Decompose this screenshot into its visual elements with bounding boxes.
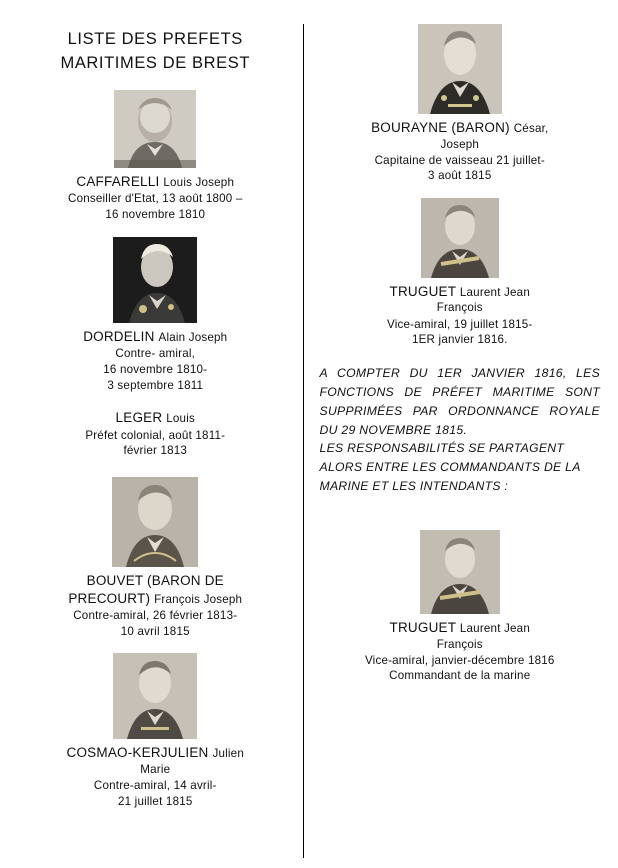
- prefect-surname: CAFFARELLI: [76, 173, 160, 189]
- prefect-entry: [320, 24, 600, 184]
- prefect-name: [320, 119, 600, 152]
- page-title: [18, 28, 293, 76]
- prefect-rank-line: Conseiller d'Etat, 13 août 1800 –: [68, 192, 243, 206]
- prefect-firstname: François Joseph: [154, 592, 243, 606]
- prefect-rank-line: 1ER janvier 1816.: [411, 333, 508, 347]
- prefect-rank-line: Contre-amiral, 26 février 1813-: [73, 609, 238, 623]
- prefect-rank: [320, 153, 600, 184]
- portrait-bourayne: [418, 24, 502, 114]
- prefect-rank-line: 3 août 1815: [428, 169, 492, 183]
- ordinance-note-paragraph-1: A COMPTER DU 1ER JANVIER 1816, LES FONCTIONS DE PRÉFET MARITIME SONT SUPPRIMÉES PAR ORDONNANCE ROYALE DU 29 NOVEMBRE 1815.: [319, 365, 600, 437]
- prefect-name: [320, 283, 600, 316]
- prefect-entry: [320, 530, 600, 684]
- prefect-firstname: César,: [513, 122, 549, 135]
- prefect-rank-line: 10 avril 1815: [120, 624, 190, 638]
- prefect-entry: [18, 653, 293, 809]
- portrait-dordelin: [113, 237, 197, 323]
- prefect-rank-line: 21 juillet 1815: [117, 794, 193, 808]
- prefect-rank-line: Contre-amiral, 14 avril-: [93, 778, 217, 792]
- prefect-surname: DORDELIN: [83, 328, 155, 344]
- prefect-firstname-2: Marie: [140, 762, 171, 776]
- prefect-firstname: Alain Joseph: [158, 330, 228, 344]
- prefect-firstname-2: Joseph: [440, 137, 480, 151]
- prefect-rank: [320, 317, 600, 348]
- prefect-rank-line: 16 novembre 1810-: [103, 362, 208, 376]
- prefect-firstname: Louis Joseph: [163, 175, 235, 189]
- prefect-surname: BOURAYNE (BARON): [371, 120, 510, 135]
- prefect-firstname: Julien: [212, 747, 244, 761]
- prefect-rank: [18, 346, 293, 393]
- prefect-surname: COSMAO-KERJULIEN: [66, 745, 209, 761]
- prefect-rank-line: 3 septembre 1811: [107, 378, 204, 392]
- prefect-rank-line: Vice-amiral, 19 juillet 1815-: [387, 317, 533, 331]
- prefect-entry: [18, 409, 293, 459]
- portrait-caffarelli: [114, 90, 196, 168]
- portrait-truguet-2: [420, 530, 500, 614]
- prefect-rank: [320, 653, 600, 684]
- prefect-surname: TRUGUET: [389, 283, 456, 299]
- prefect-surname: BOUVET (BARON DE: [86, 572, 224, 588]
- prefect-rank: [18, 191, 293, 222]
- prefect-rank-line: Commandant de la marine: [389, 669, 531, 683]
- prefect-entry: [18, 90, 293, 223]
- prefect-name: [18, 173, 293, 191]
- spacer: [320, 506, 600, 530]
- prefect-firstname-2: François: [436, 301, 483, 315]
- prefect-firstname: Laurent Jean: [459, 622, 530, 636]
- page-title-line-2: MARITIMES DE BREST: [60, 53, 251, 72]
- page-title-line-1: LISTE DES PREFETS: [67, 30, 243, 48]
- prefect-rank: [18, 428, 293, 459]
- prefect-name: [18, 328, 293, 346]
- prefect-rank-line: Contre- amiral,: [115, 347, 196, 361]
- prefect-rank-line: Préfet colonial, août 1811-: [85, 428, 226, 442]
- two-column-layout: [18, 24, 600, 858]
- column-divider: [303, 24, 304, 858]
- prefect-surname: TRUGUET: [389, 620, 456, 636]
- ordinance-note-paragraph-2: LES RESPONSABILITÉS SE PARTAGENT ALORS ENTRE LES COMMANDANTS DE LA MARINE ET LES INTENDANTS :: [319, 441, 581, 494]
- left-column: [18, 24, 303, 858]
- prefect-rank-line: 16 novembre 1810: [105, 208, 206, 222]
- prefect-name: [18, 744, 293, 777]
- prefect-firstname: Louis: [166, 412, 195, 426]
- prefect-rank-line: Capitaine de vaisseau 21 juillet-: [374, 153, 545, 167]
- prefect-surname-2: PRECOURT): [68, 590, 151, 606]
- right-column: [316, 24, 600, 858]
- prefect-firstname-2: François: [436, 637, 483, 651]
- prefect-name: [320, 619, 600, 652]
- prefect-firstname: Laurent Jean: [459, 285, 530, 299]
- prefect-surname: LEGER: [115, 410, 163, 426]
- portrait-cosmao: [113, 653, 197, 739]
- prefect-rank-line: février 1813: [123, 444, 188, 458]
- prefect-name: [18, 572, 293, 607]
- ordinance-note: [320, 364, 600, 496]
- prefect-entry: [18, 237, 293, 393]
- prefect-entry: [18, 477, 293, 639]
- prefect-rank: [18, 778, 293, 809]
- prefect-rank-line: Vice-amiral, janvier-décembre 1816: [364, 653, 555, 667]
- prefect-entry: [320, 198, 600, 348]
- prefect-rank: [18, 608, 293, 639]
- prefect-name: [18, 409, 293, 427]
- portrait-truguet-1: [421, 198, 499, 278]
- portrait-bouvet: [112, 477, 198, 567]
